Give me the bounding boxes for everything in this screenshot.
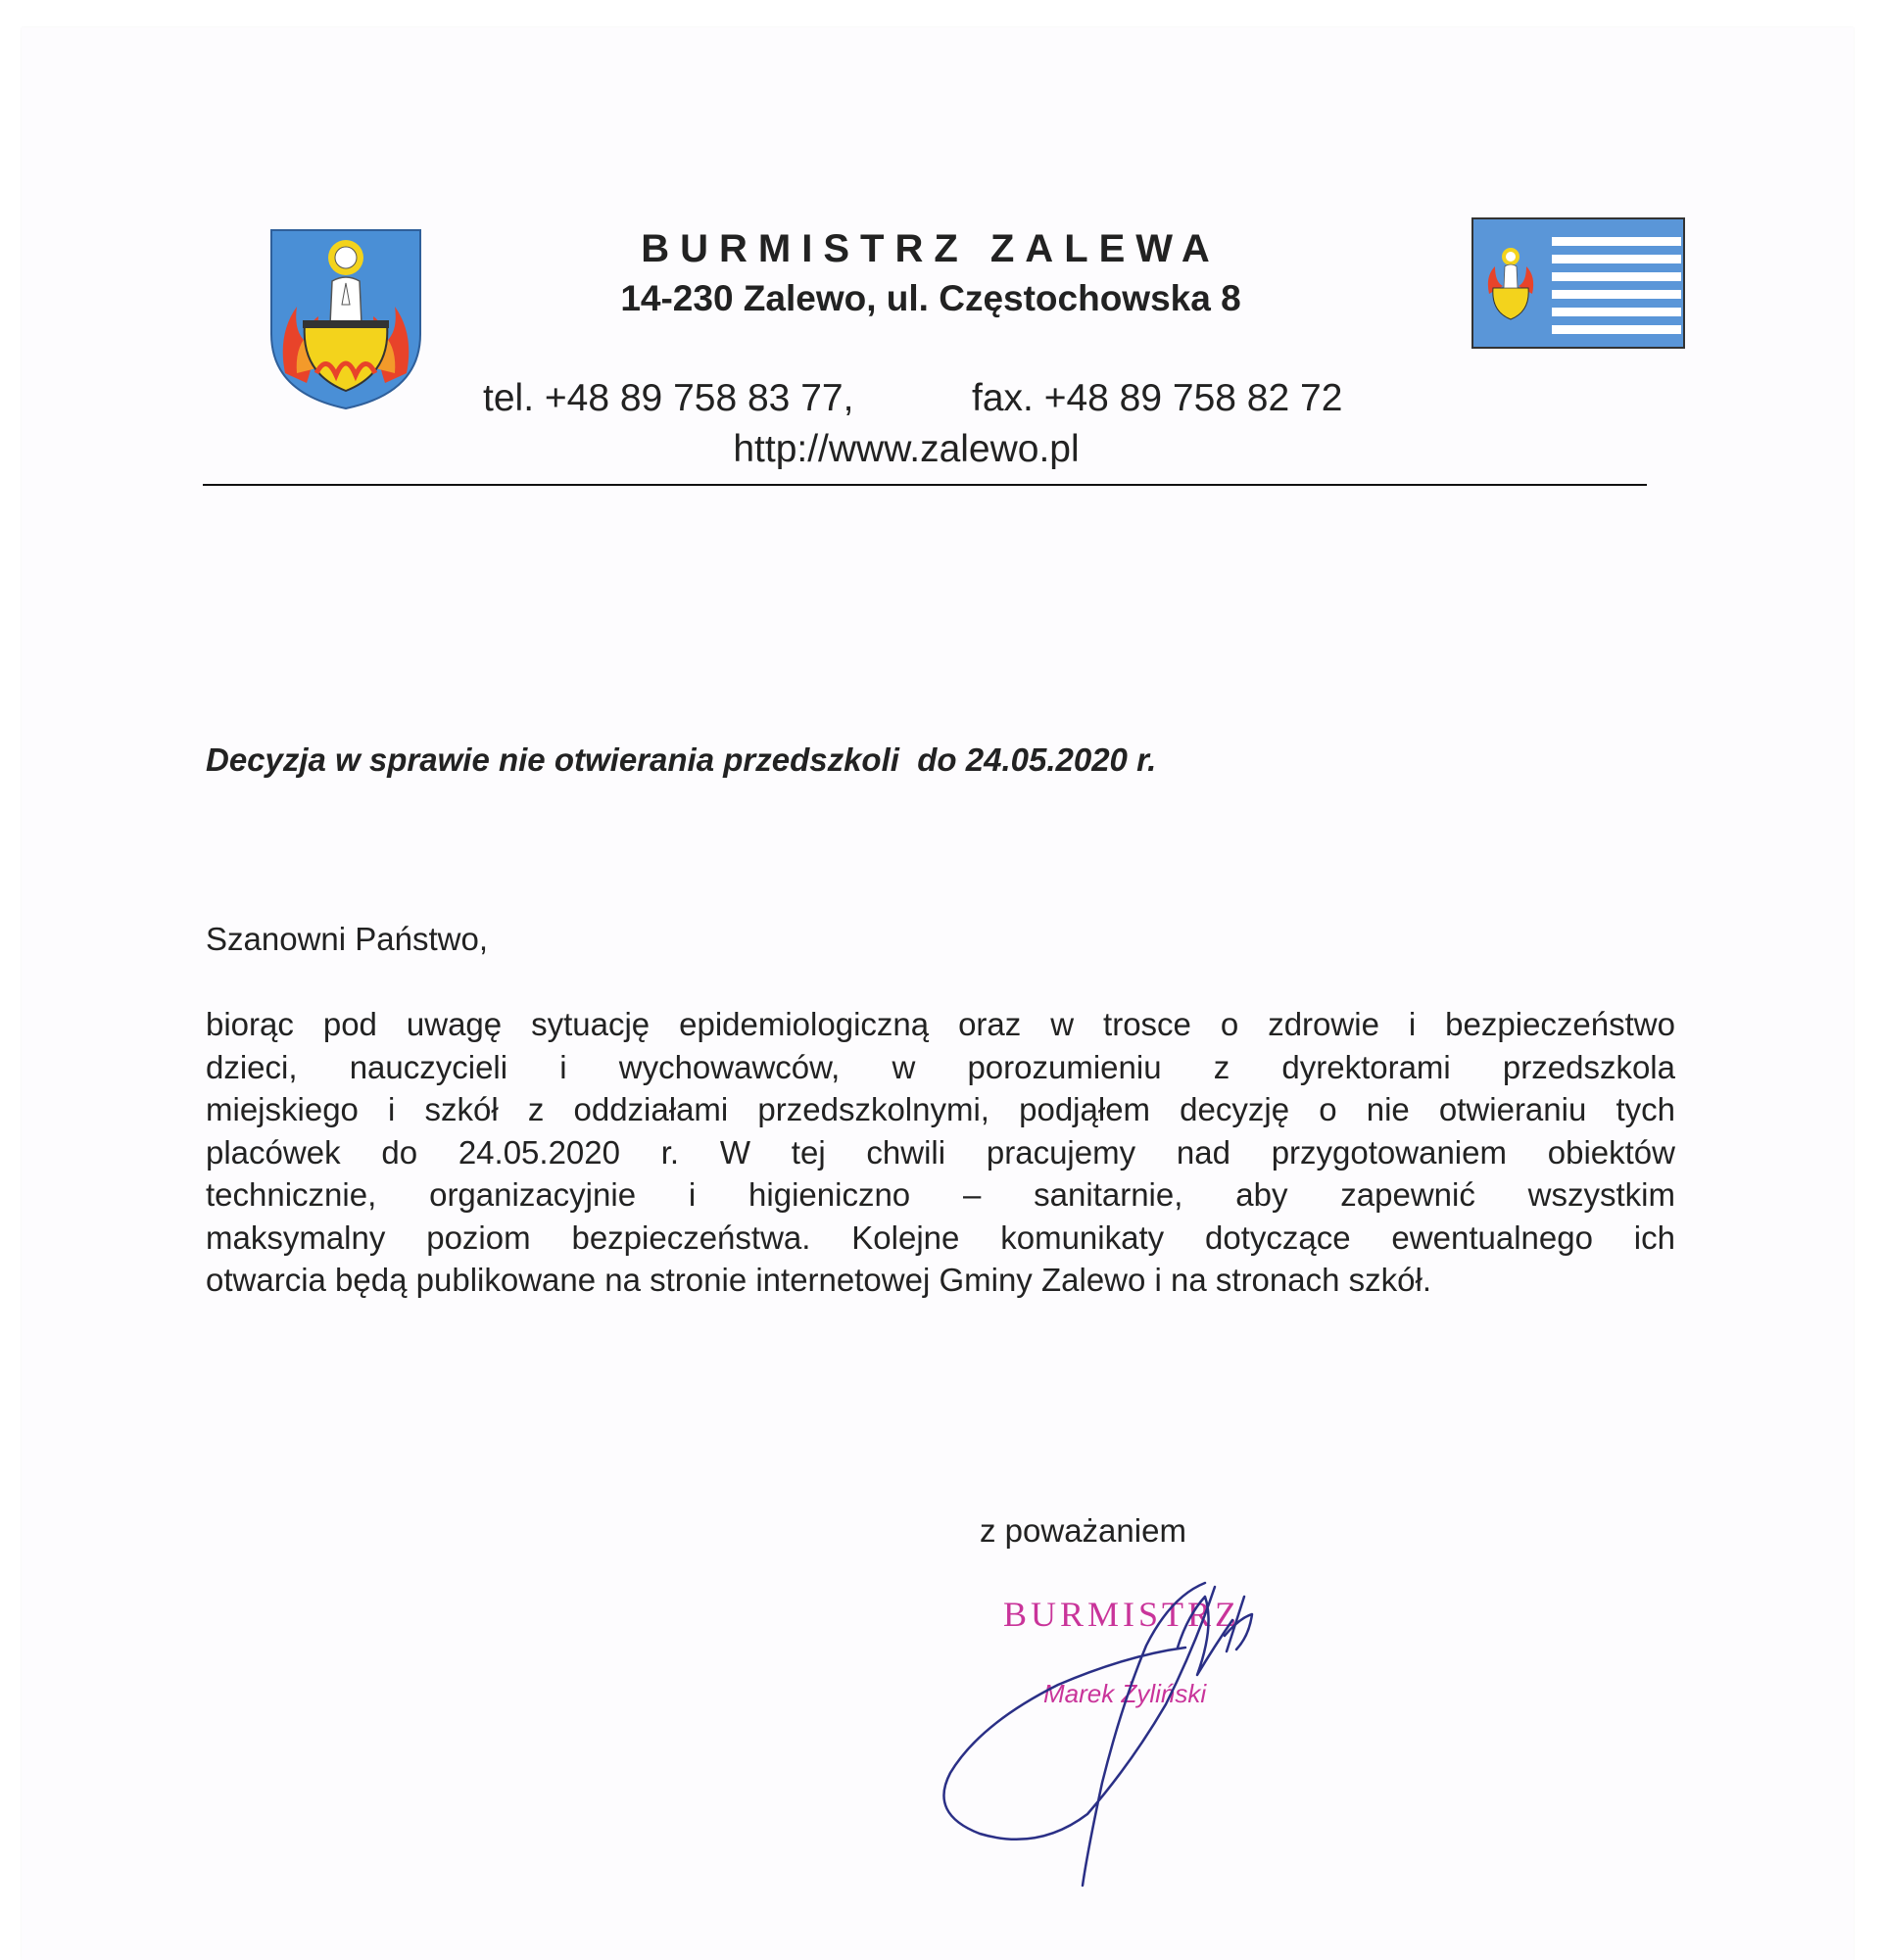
letter-subject: Decyzja w sprawie nie otwierania przedszkoli do 24.05.2020 r.	[206, 741, 1157, 778]
letterhead-website: http://www.zalewo.pl	[733, 428, 1080, 470]
signature-stamp	[921, 1557, 1332, 1910]
letterhead-tel: tel. +48 89 758 83 77,	[483, 377, 854, 419]
body-line: dzieci, nauczycieli i wychowawców, w porozumieniu z dyrektorami przedszkola	[206, 1048, 1675, 1085]
stamp-name: Marek Żyliński	[1043, 1679, 1207, 1708]
letter-body	[206, 1003, 1675, 1302]
letter-closing: z poważaniem	[980, 1512, 1186, 1549]
body-line: biorąc pod uwagę sytuację epidemiologiczną oraz w trosce o zdrowie i bezpieczeństwo	[206, 1006, 1675, 1042]
letterhead-divider	[203, 484, 1647, 486]
body-line: otwarcia będą publikowane na stronie internetowej Gminy Zalewo i na stronach szkół.	[206, 1262, 1431, 1298]
stamp-office: BURMISTRZ	[1003, 1595, 1241, 1634]
body-line: miejskiego i szkół z oddziałami przedszkolnymi, podjąłem decyzję o nie otwieraniu tych	[206, 1091, 1675, 1127]
letterhead-title: BURMISTRZ ZALEWA	[641, 227, 1221, 270]
body-line: technicznie, organizacyjnie i higieniczno – sanitarnie, aby zapewnić wszystkim	[206, 1176, 1675, 1213]
municipal-flag-icon	[1471, 217, 1685, 349]
body-line: placówek do 24.05.2020 r. W tej chwili pracujemy nad przygotowaniem obiektów	[206, 1133, 1675, 1171]
body-line: maksymalny poziom bezpieczeństwa. Kolejne komunikaty dotyczące ewentualnego ich	[206, 1219, 1675, 1256]
letterhead-fax: fax. +48 89 758 82 72	[972, 377, 1343, 419]
letterhead-address: 14-230 Zalewo, ul. Częstochowska 8	[620, 278, 1241, 318]
letter-salutation: Szanowni Państwo,	[206, 921, 488, 957]
